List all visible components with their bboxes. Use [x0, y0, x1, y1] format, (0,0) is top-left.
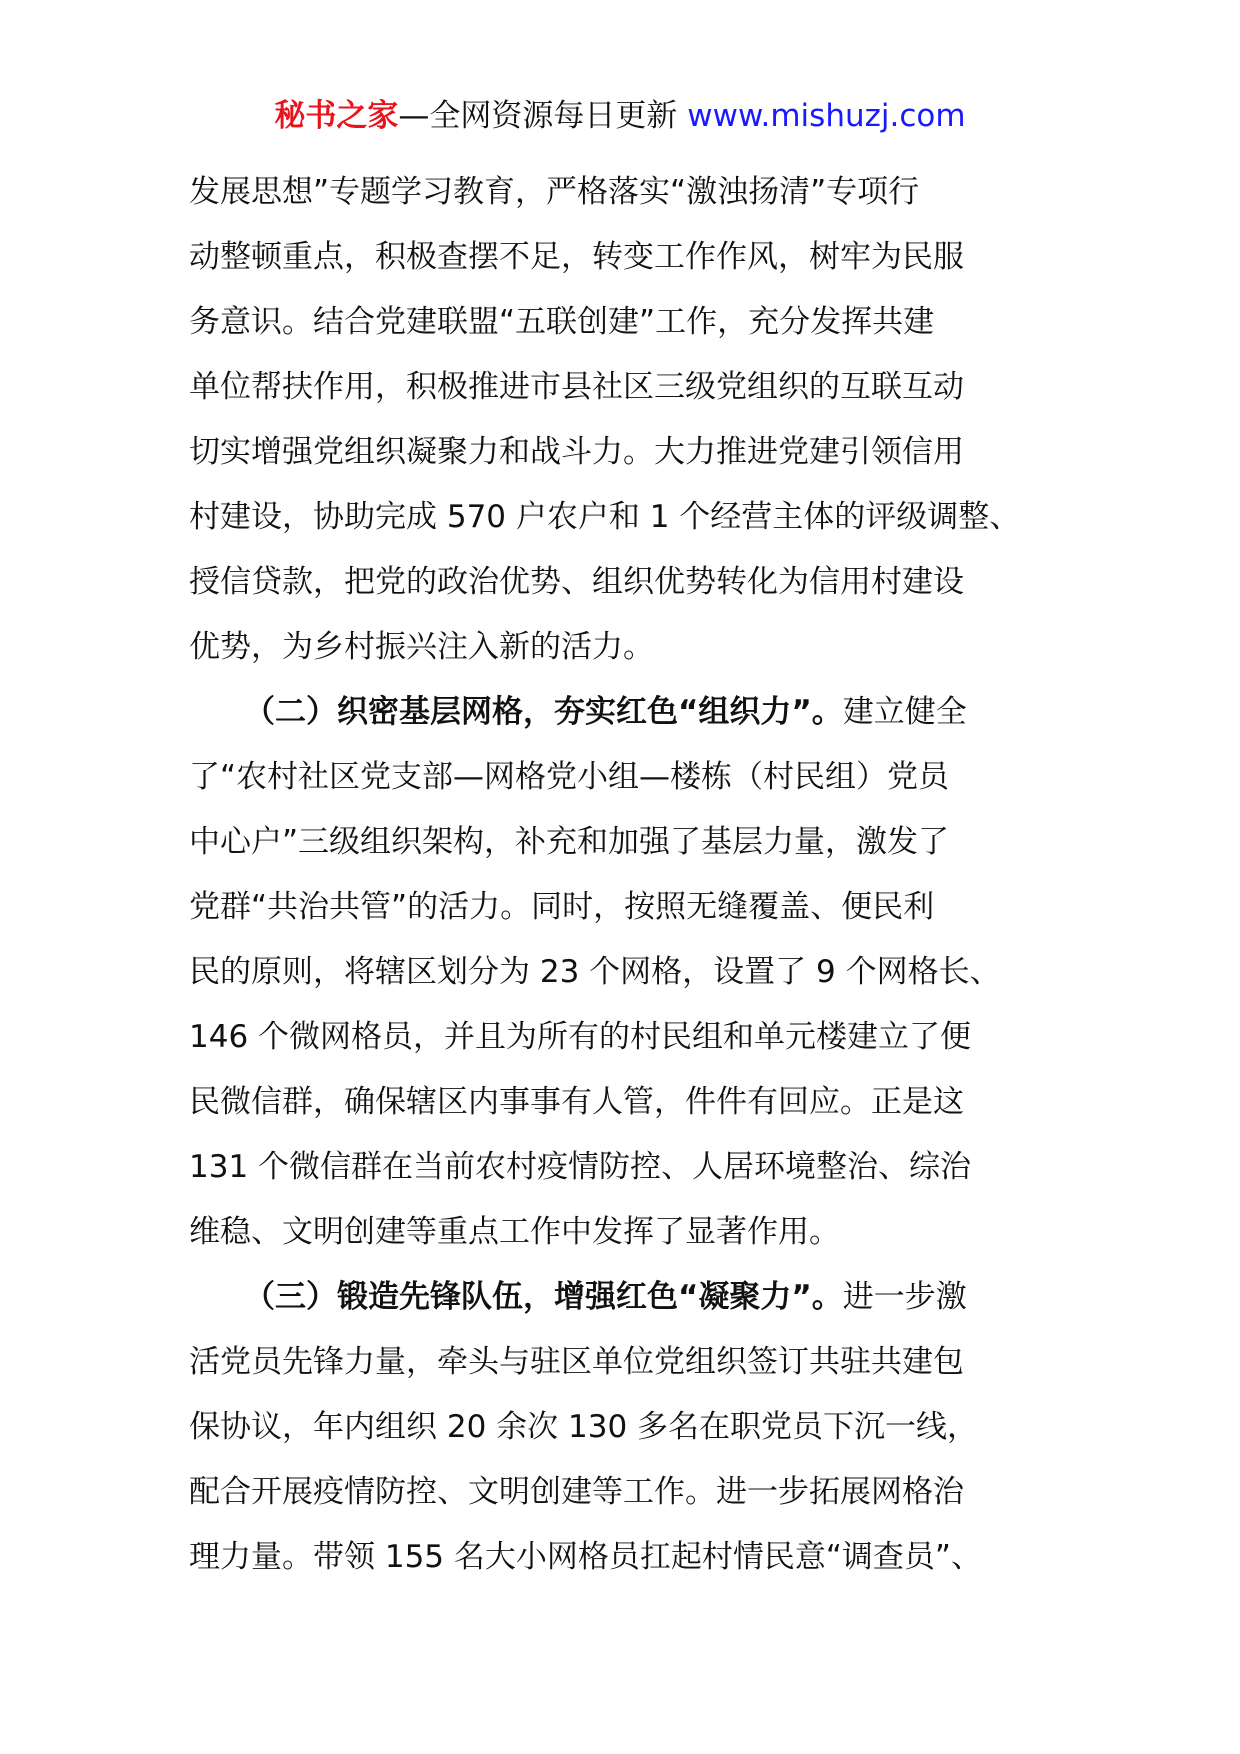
section-heading-line [189, 680, 1089, 745]
text-line: 优势，为乡村振兴注入新的活力。 [189, 629, 654, 665]
site-banner [0, 96, 1240, 136]
paragraph-1 [189, 160, 1089, 680]
text-line: 活党员先锋力量，牵头与驻区单位党组织签订共驻共建包 [189, 1344, 964, 1380]
text-line: 146 个微网格员，并且为所有的村民组和单元楼建立了便 [189, 1019, 972, 1055]
text-line: 中心户”三级组织架构，补充和加强了基层力量，激发了 [189, 824, 950, 860]
text-line: 党群“共治共管”的活力。同时，按照无缝覆盖、便民利 [189, 889, 935, 925]
text-line: 维稳、文明创建等重点工作中发挥了显著作用。 [189, 1214, 840, 1250]
text-line: 授信贷款，把党的政治优势、组织优势转化为信用村建设 [189, 564, 964, 600]
text-line: 了“农村社区党支部—网格党小组—楼栋（村民组）党员 [189, 759, 950, 795]
text-line: 切实增强党组织凝聚力和战斗力。大力推进党建引领信用 [189, 434, 964, 470]
document-body [189, 160, 1089, 1590]
text-line: 保协议，年内组织 20 余次 130 多名在职党员下沉一线， [189, 1409, 979, 1445]
text-fragment: 进一步激 [842, 1279, 967, 1315]
text-line: 配合开展疫情防控、文明创建等工作。进一步拓展网格治 [189, 1474, 964, 1510]
text-line: 民的原则，将辖区划分为 23 个网格，设置了 9 个网格长、 [189, 954, 1001, 990]
paragraph-2 [189, 680, 1089, 1265]
site-brand: 秘书之家 [274, 98, 399, 134]
text-fragment: 建立健全 [842, 694, 967, 730]
section-heading: （三）锻造先锋队伍，增强红色“凝聚力”。 [244, 1279, 843, 1315]
paragraph-3 [189, 1265, 1089, 1590]
text-line: 发展思想”专题学习教育，严格落实“激浊扬清”专项行 [189, 174, 920, 210]
section-heading: （二）织密基层网格，夯实红色“组织力”。 [244, 694, 843, 730]
section-heading-line [189, 1265, 1089, 1330]
text-line: 理力量。带领 155 名大小网格员扛起村情民意“调查员”、 [189, 1539, 982, 1575]
text-line: 民微信群，确保辖区内事事有人管，件件有回应。正是这 [189, 1084, 964, 1120]
site-url-link[interactable]: www.mishuzj.com [687, 98, 966, 134]
site-tagline: —全网资源每日更新 [398, 98, 678, 134]
text-line: 131 个微信群在当前农村疫情防控、人居环境整治、综治 [189, 1149, 972, 1185]
text-line: 村建设，协助完成 570 户农户和 1 个经营主体的评级调整、 [189, 499, 1021, 535]
text-line: 单位帮扶作用，积极推进市县社区三级党组织的互联互动 [189, 369, 964, 405]
text-line: 务意识。结合党建联盟“五联创建”工作，充分发挥共建 [189, 304, 935, 340]
text-line: 动整顿重点，积极查摆不足，转变工作作风，树牢为民服 [189, 239, 964, 275]
